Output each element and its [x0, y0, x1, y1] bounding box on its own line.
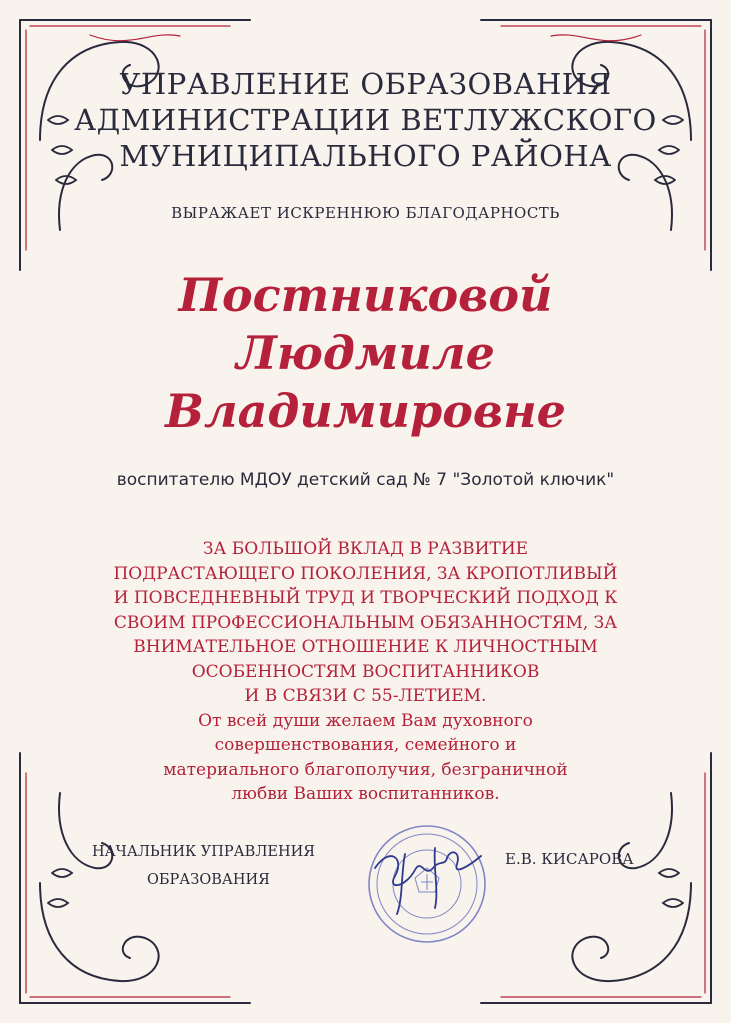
body-line: От всей души желаем Вам духовного: [198, 710, 533, 731]
signatory-title-line-1: НАЧАЛЬНИК УПРАВЛЕНИЯ: [92, 844, 316, 860]
official-seal-with-signature: [335, 818, 505, 946]
body-line: совершенствования, семейного и: [214, 735, 517, 755]
issuer-line-3: МУНИЦИПАЛЬНОГО РАЙОНА: [119, 139, 612, 173]
issuer-heading: [40, 66, 691, 174]
body-line: ПОДРАСТАЮЩЕГО ПОКОЛЕНИЯ, ЗА КРОПОТЛИВЫЙ: [113, 563, 618, 584]
body-line: СВОИМ ПРОФЕССИОНАЛЬНЫМ ОБЯЗАННОСТЯМ, ЗА: [113, 612, 618, 633]
gratitude-subheading: ВЫРАЖАЕТ ИСКРЕННЮЮ БЛАГОДАРНОСТЬ: [171, 204, 560, 222]
body-line: ЗА БОЛЬШОЙ ВКЛАД В РАЗВИТИЕ: [202, 539, 529, 559]
body-line: материального благополучия, безграничной: [163, 759, 568, 780]
issuer-line-1: УПРАВЛЕНИЕ ОБРАЗОВАНИЯ: [119, 67, 612, 101]
recipient-first-name: Людмиле: [236, 326, 495, 380]
recipient-surname: Постниковой: [178, 268, 553, 322]
recipient-position: воспитателю МДОУ детский сад № 7 "Золотой ключик": [116, 470, 615, 490]
signatory-name: Е.В. КИСАРОВА: [505, 850, 634, 868]
body-line: ВНИМАТЕЛЬНОЕ ОТНОШЕНИЕ К ЛИЧНОСТНЫМ: [133, 637, 598, 657]
signatory-title: [92, 838, 315, 894]
issuer-line-2: АДМИНИСТРАЦИИ ВЕТЛУЖСКОГО: [74, 103, 657, 137]
gratitude-text: [70, 537, 661, 807]
body-line: ОСОБЕННОСТЯМ ВОСПИТАННИКОВ: [191, 661, 540, 682]
body-line: любви Ваших воспитанников.: [231, 784, 500, 804]
body-line: И В СВЯЗИ С 55-ЛЕТИЕМ.: [244, 686, 487, 706]
body-line: И ПОВСЕДНЕВНЫЙ ТРУД И ТВОРЧЕСКИЙ ПОДХОД К: [113, 588, 618, 608]
signatory-title-line-2: ОБРАЗОВАНИЯ: [147, 872, 270, 888]
recipient-patronymic: Владимировне: [165, 384, 566, 438]
